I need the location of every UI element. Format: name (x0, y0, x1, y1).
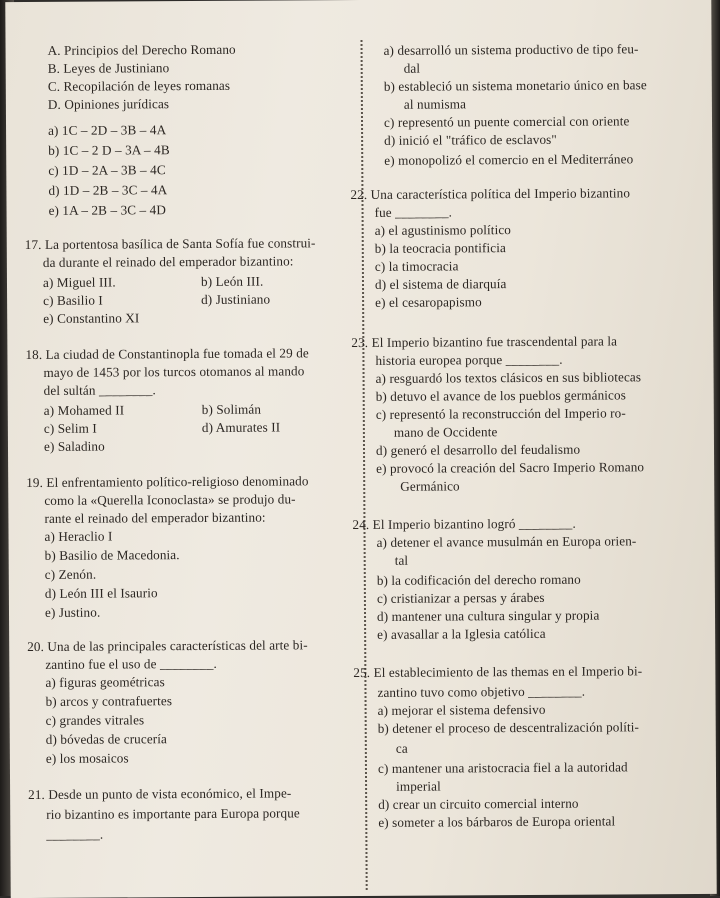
column-divider (361, 40, 368, 890)
q24-option-a[interactable]: a) detener el avance musulmán en Europa orien- (376, 533, 637, 550)
q25-option-c[interactable]: c) mantener una aristocracia fiel a la autoridad (377, 759, 628, 776)
question-22-text: fue ________. (374, 204, 453, 220)
q21-option-b-cont: al numisma (403, 96, 467, 112)
question-23-text: historia europea porque ________. (375, 351, 563, 368)
q24-option-b[interactable]: b) la codificación del derecho romano (376, 571, 581, 588)
q19-option-d[interactable]: d) León III el Isaurio (44, 585, 158, 601)
q21-option-a[interactable]: a) desarrolló un sistema productivo de tipo feu- (383, 41, 639, 58)
q20-option-d[interactable]: d) bóvedas de crucería (45, 731, 168, 747)
q20-option-c[interactable]: c) grandes vitrales (45, 712, 145, 728)
question-20-text: 20. Una de las principales características del arte bi- (27, 637, 308, 655)
match-item-c: C. Recopilación de leyes romanas (47, 77, 231, 94)
question-24-text: 24. El Imperio bizantino logró ________. (352, 515, 576, 533)
q24-option-c[interactable]: c) cristianizar a persas y árabes (376, 589, 545, 606)
q18-option-c[interactable]: c) Selim I (43, 420, 97, 436)
answer-blank[interactable]: ________. (46, 826, 104, 842)
q18-option-b[interactable]: b) Solimán (201, 401, 262, 417)
q25-option-b[interactable]: b) detener el proceso de descentralización políti- (377, 719, 640, 736)
q18-option-a[interactable]: a) Mohamed II (43, 402, 125, 418)
q23-option-b[interactable]: b) detuvo el avance de los pueblos germánicos (375, 387, 626, 404)
match-item-d: D. Opiniones jurídicas (47, 96, 170, 112)
q17-option-c[interactable]: c) Basilio I (43, 292, 103, 308)
q23-option-c-cont: mano de Occidente (393, 424, 498, 440)
match-item-a: A. Principios del Derecho Romano (47, 41, 236, 58)
question-21-text: rio bizantino es importante para Europa porque (46, 805, 300, 822)
q22-option-b[interactable]: b) la teocracia pontificia (374, 240, 506, 256)
question-25-text: zantino tuvo como objetivo ________. (377, 683, 586, 700)
q19-option-a[interactable]: a) Heraclio I (44, 528, 113, 544)
q25-option-c-cont: imperial (396, 778, 441, 794)
left-column (24, 0, 359, 842)
q20-option-a[interactable]: a) figuras geométricas (45, 674, 165, 690)
q23-option-e-cont: Germánico (400, 478, 460, 494)
question-25-text: 25. El establecimiento de las themas en el Imperio bi- (353, 663, 643, 681)
match-option-d[interactable]: d) 1D – 2B – 3C – 4A (48, 182, 168, 198)
question-18-text: mayo de 1453 por los turcos otomanos al mando (43, 363, 305, 380)
question-19-text: como la «Querella Iconoclasta» se produjo du- (44, 491, 296, 508)
q18-option-e[interactable]: e) Saladino (43, 438, 105, 454)
q19-option-e[interactable]: e) Justino. (44, 604, 101, 620)
q22-option-e[interactable]: e) el cesaropapismo (375, 294, 482, 310)
q22-option-c[interactable]: c) la timocracia (374, 258, 459, 274)
match-option-c[interactable]: c) 1D – 2A – 3B – 4C (48, 162, 166, 178)
exam-page (5, 0, 716, 898)
match-item-b: B. Leyes de Justiniano (47, 60, 170, 76)
q25-option-e[interactable]: e) someter a los bárbaros de Europa oriental (378, 813, 616, 830)
q25-option-a[interactable]: a) mejorar el sistema defensivo (377, 701, 546, 718)
q23-option-d[interactable]: d) generó el desarrollo del feudalismo (375, 441, 581, 458)
question-19-text: 19. El enfrentamiento político-religioso denominado (26, 473, 309, 491)
question-18-text: 18. La ciudad de Constantinopla fue tomada el 29 de (25, 345, 309, 363)
question-20-text: zantino fue el uso de ________. (45, 655, 217, 672)
q25-option-b-cont: ca (395, 740, 408, 756)
question-21-text: 21. Desde un punto de vista económico, el Impe- (28, 785, 292, 803)
q24-option-e[interactable]: e) avasallar a la Iglesia católica (377, 625, 546, 642)
q19-option-c[interactable]: c) Zenón. (44, 566, 97, 582)
q23-option-a[interactable]: a) resguardó los textos clásicos en sus bibliotecas (375, 369, 642, 386)
q17-option-e[interactable]: e) Constantino XI (43, 310, 140, 326)
q21-option-c[interactable]: c) representó un puente comercial con oriente (383, 113, 630, 130)
q17-option-d[interactable]: d) Justiniano (201, 291, 271, 307)
q21-option-d[interactable]: d) inició el "tráfico de esclavos" (384, 131, 557, 148)
q18-option-d[interactable]: d) Amurates II (201, 419, 281, 435)
q21-option-e[interactable]: e) monopolizó el comercio en el Mediterráneo (384, 151, 634, 168)
q21-option-b[interactable]: b) estableció un sistema monetario único en base (383, 77, 647, 94)
q22-option-a[interactable]: a) el agustinismo político (374, 222, 512, 238)
question-17-text: 17. La portentosa basílica de Santa Sofía fue construi- (24, 235, 316, 253)
q21-option-a-cont: dal (403, 60, 421, 76)
match-option-e[interactable]: e) 1A – 2B – 3C – 4D (48, 202, 166, 218)
q20-option-b[interactable]: b) arcos y contrafuertes (45, 693, 173, 709)
match-option-a[interactable]: a) 1C – 2D – 3B – 4A (48, 122, 167, 138)
q19-option-b[interactable]: b) Basilio de Macedonia. (44, 547, 180, 563)
q23-option-e[interactable]: e) provocó la creación del Sacro Imperio Romano (376, 459, 645, 476)
question-22-text: 22. Una característica política del Imperio bizantino (350, 185, 631, 203)
q25-option-d[interactable]: d) crear un circuito comercial interno (378, 795, 579, 812)
q22-option-d[interactable]: d) el sistema de diarquía (374, 276, 507, 292)
q23-option-c[interactable]: c) representó la reconstrucción del Imperio ro- (375, 405, 626, 422)
question-23-text: 23. El Imperio bizantino fue trascendental para la (351, 333, 618, 351)
question-18-text: del sultán ________. (43, 382, 156, 398)
question-19-text: rante el reinado del emperador bizantino: (44, 509, 266, 526)
match-option-b[interactable]: b) 1C – 2 D – 3A – 4B (48, 142, 170, 158)
q17-option-b[interactable]: b) León III. (200, 273, 264, 289)
q20-option-e[interactable]: e) los mosaicos (45, 750, 129, 766)
question-17-text: da durante el reinado del emperador bizantino: (42, 253, 294, 270)
q24-option-a-cont: tal (394, 552, 409, 568)
q24-option-d[interactable]: d) mantener una cultura singular y propia (376, 607, 600, 624)
q17-option-a[interactable]: a) Miguel III. (42, 274, 116, 290)
